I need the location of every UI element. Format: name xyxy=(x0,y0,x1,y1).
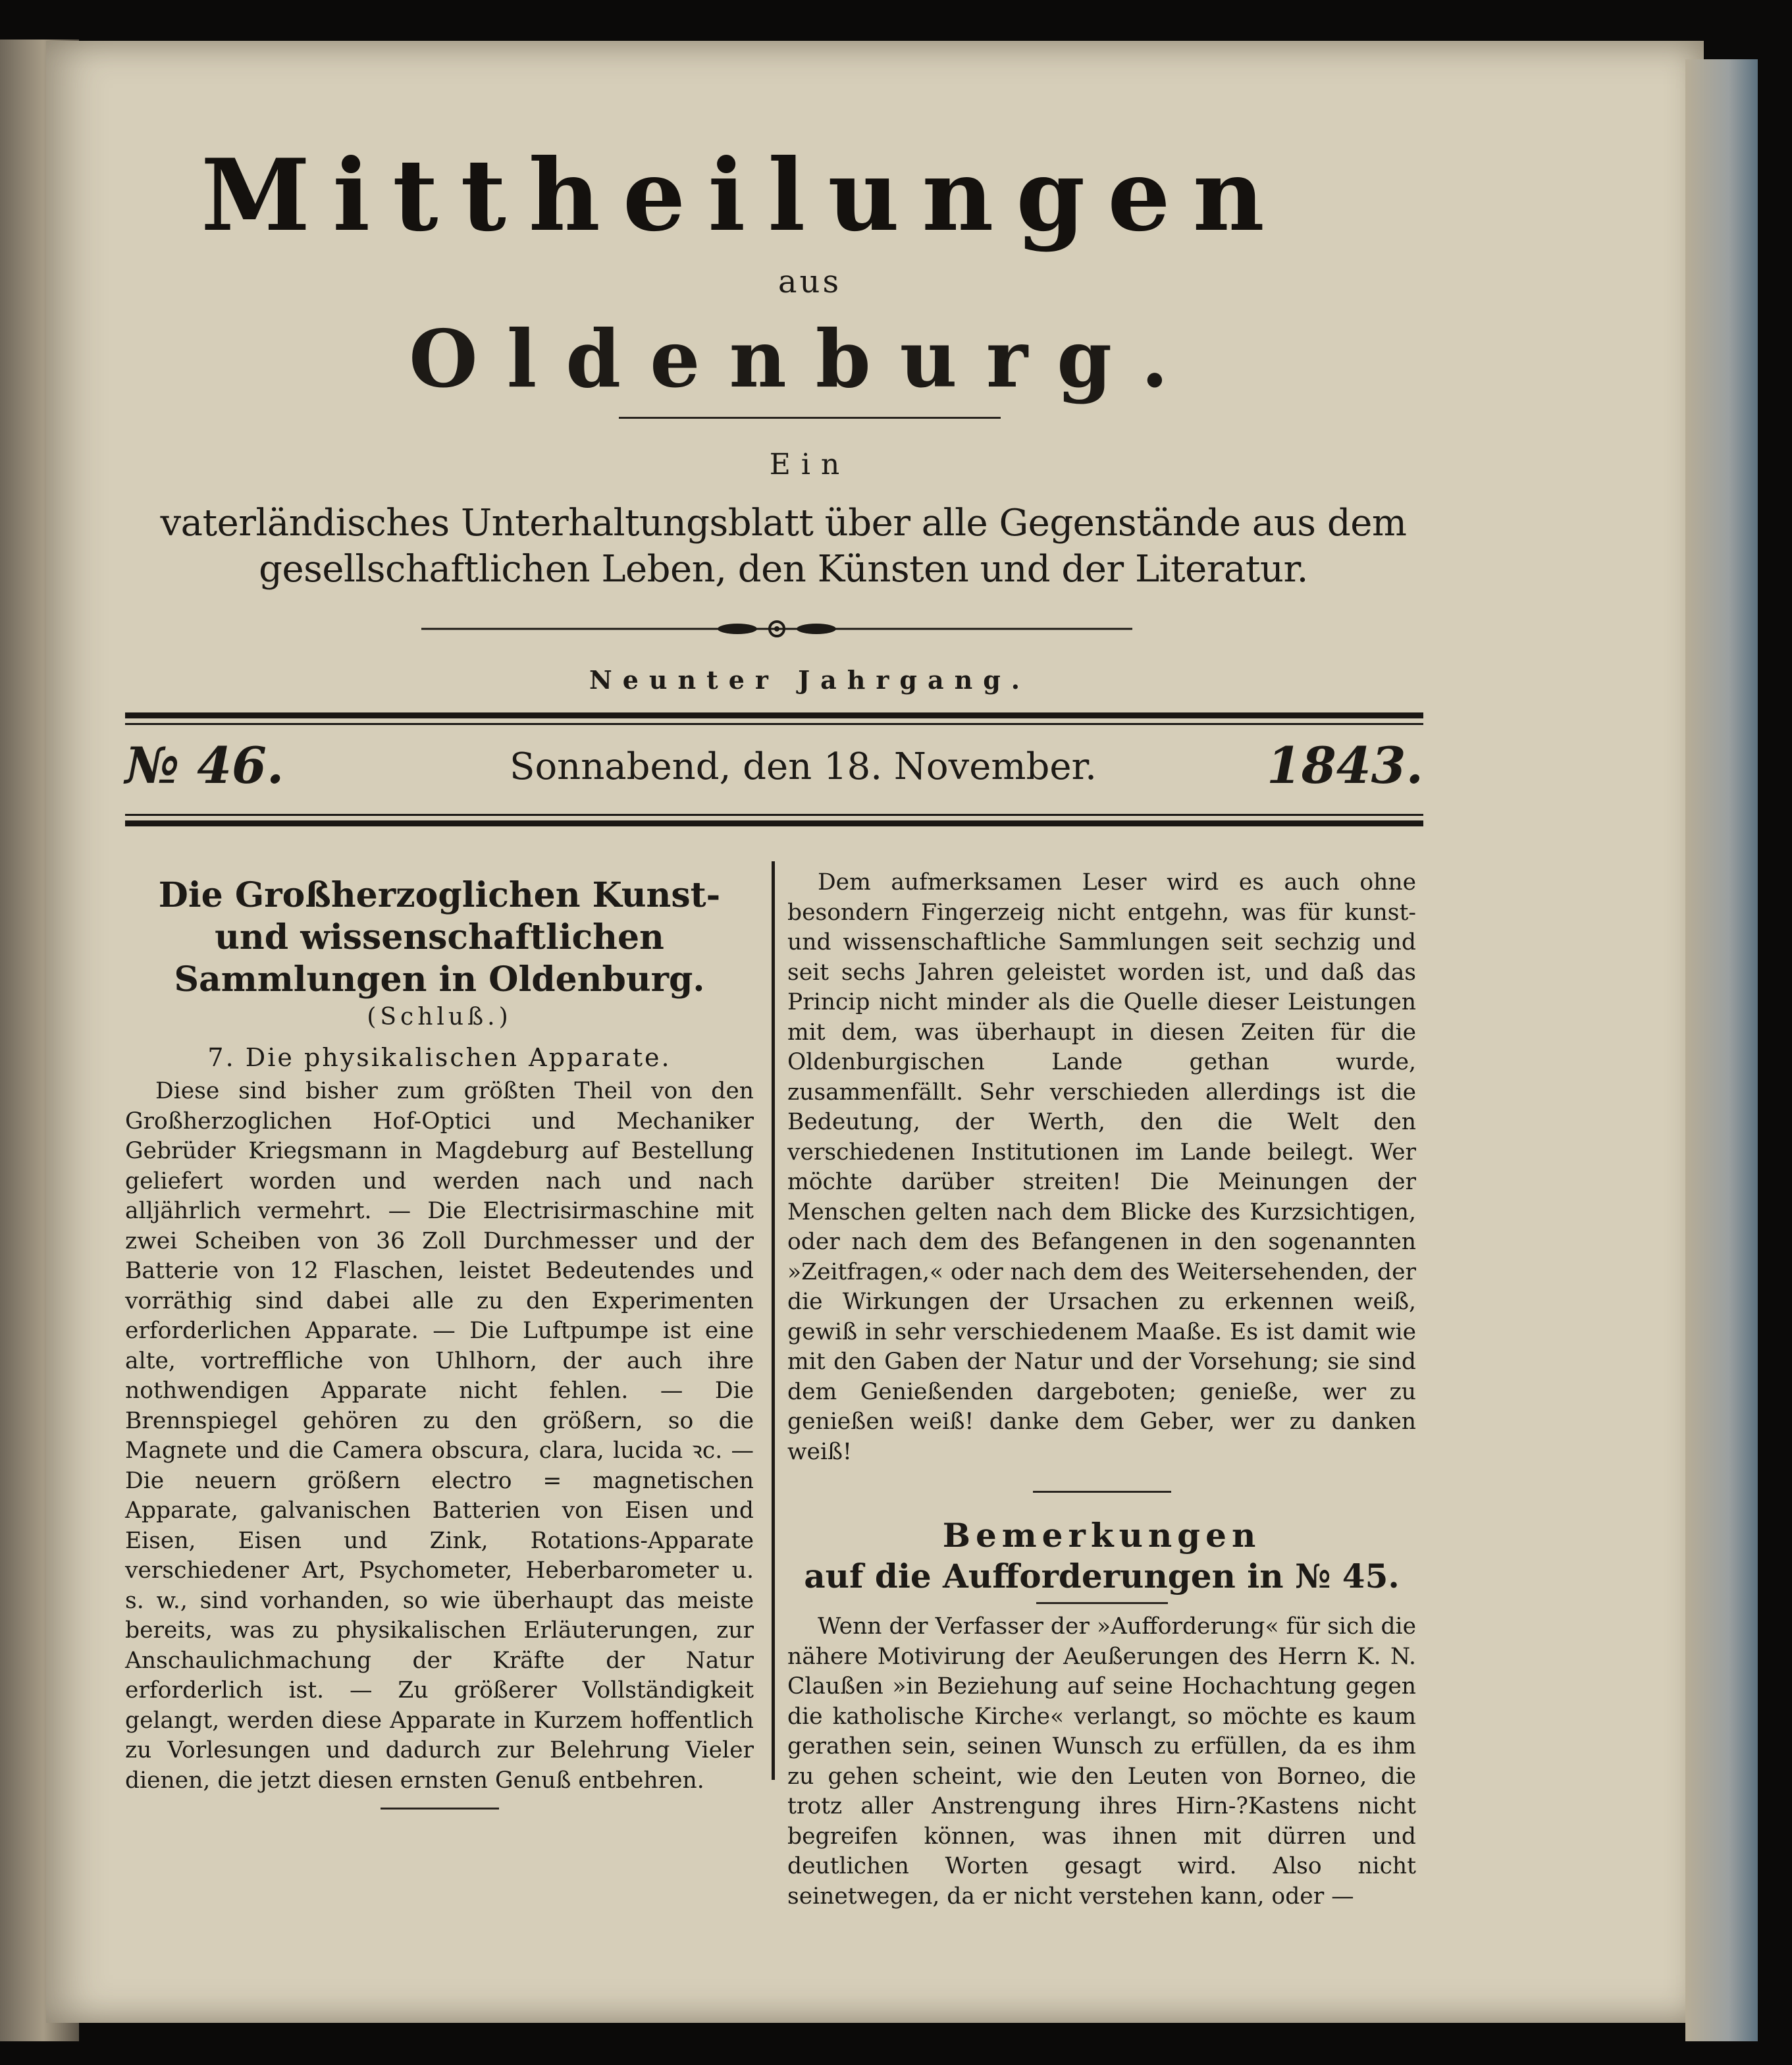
article1-section-title: 7. Die physikalischen Apparate. xyxy=(207,1042,672,1072)
article1-end-rule xyxy=(381,1808,499,1810)
issue-date: Sonnabend, den 18. November. xyxy=(510,745,1097,788)
dateline xyxy=(125,736,1423,802)
header-top-thin-rule xyxy=(125,723,1423,725)
left-column xyxy=(125,874,754,1810)
volume-line: Neunter Jahrgang. xyxy=(589,665,1031,695)
right-column xyxy=(787,868,1416,1912)
ornamental-rule xyxy=(421,620,1132,637)
masthead-title: Mittheilungen xyxy=(201,138,1287,254)
subtitle: vaterländisches Unterhaltungsblatt über alle Gegenstände aus dem gesellschaftlichen Leben, den Künsten und der Literatur. xyxy=(160,502,1407,591)
masthead-place: Oldenburg. xyxy=(409,313,1198,406)
article2-title-rule xyxy=(1036,1602,1168,1604)
article1-title: Die Großherzoglichen Kunst- und wissenschaftlichen Sammlungen in Oldenburg. xyxy=(158,875,721,1000)
issue-year: 1843. xyxy=(1267,736,1423,795)
masthead-divider xyxy=(619,417,1001,419)
article1-paragraph: Diese sind bisher zum größten Theil von den Großherzoglichen Hof-Optici und Mechaniker Gebrüder Kriegsmann in Magdeburg auf Bestellung geliefert worden und werden nach und nach alljährlich vermehrt. — Die Electrisirmaschine mit zwei Scheiben von 36 Zoll Durchmesser und der Batterie von 12 Flaschen, leistet Bedeutendes und vorräthig sind dabei alle zu den Experimenten erforderlichen Apparate. — Die Luftpumpe ist eine alte, vortreffliche von Uhlhorn, der auch ihre nothwendigen Apparate nicht fehlen. — Die Brennspiegel gehören zu den größern, so die Magnete und die Camera obscura, clara, lucida ꝛc. — Die neuern größern electro = magnetischen Apparate, galvanischen Batterien von Eisen und Eisen, Eisen und Zink, Rotations-Apparate verschiedener Art, Psychometer, Heberbarometer u. s. w., sind vorhanden, so wie überhaupt das meiste bereits, was zu physikalischen Erläuterungen, zur Anschaulichmachung der Kräfte der Natur erforderlich ist. — Zu größerer Vollständigkeit gelangt, werden diese Apparate in Kurzem hoffentlich zu Vorlesungen und dadurch zur Belehrung Vieler dienen, die jetzt diesen ernsten Genuß entbehren. xyxy=(125,1078,754,1794)
issue-number: № 46. xyxy=(125,736,284,795)
header-bottom-thin-rule xyxy=(125,814,1423,816)
right-page-edge xyxy=(1685,59,1758,2041)
header-bottom-rule xyxy=(125,820,1423,826)
article2-paragraph: Wenn der Verfasser der »Aufforderung« für sich die nähere Motivirung der Aeußerungen des Herrn K. N. Claußen »in Beziehung auf seine Hochachtung gegen die katholische Kirche« verlangt, so möchte es kaum gerathen sein, seinen Wunsch zu erfüllen, da es ihm zu gehen scheint, wie den Leuten von Borneo, die trotz aller Anstrengung ihres Hirn-?Kastens nicht begreifen können, was ihnen mit dürren und deutlichen Worten gesagt wird. Also nicht seinetwegen, da er nicht verstehen kann, oder — xyxy=(787,1613,1416,1910)
article2-title: Bemerkungen xyxy=(942,1516,1261,1555)
column-divider xyxy=(772,861,775,1780)
article1-conclusion: Dem aufmerksamen Leser wird es auch ohne besondern Fingerzeig nicht entgehn, was für kunst- und wissenschaftliche Sammlungen seit sechzig und seit sechs Jahren geleistet worden ist, und daß das Princip nicht minder als die Quelle dieser Leistungen mit dem, was überhaupt in diesen Zeiten für die Oldenburgischen Lande gethan wurde, zusammenfällt. Sehr verschieden allerdings ist die Bedeutung, der Werth, den die Welt den verschiedenen Institutionen im Lande beilegt. Wer möchte darüber streiten! Die Meinungen der Menschen gelten nach dem Blicke des Kurzsichtigen, oder nach dem des Befangenen in den sogenannten »Zeitfragen,« oder nach dem des Weitersehenden, der die Wirkungen der Ursachen zu erkennen weiß, gewiß in sehr verschiedenem Maaße. Es ist damit wie mit den Gaben der Natur und der Vorsehung; sie sind dem Genießenden dargeboten; genieße, wer zu genießen weiß! danke dem Geber, wer zu danken weiß! xyxy=(787,869,1416,1465)
article2-subtitle: auf die Aufforderungen in № 45. xyxy=(804,1557,1400,1596)
header-top-rule xyxy=(125,712,1423,718)
article-separator xyxy=(1033,1491,1171,1493)
masthead-from: aus xyxy=(777,263,842,300)
subtitle-ein: Ein xyxy=(769,448,851,481)
article1-subtitle: (Schluß.) xyxy=(367,1004,512,1031)
